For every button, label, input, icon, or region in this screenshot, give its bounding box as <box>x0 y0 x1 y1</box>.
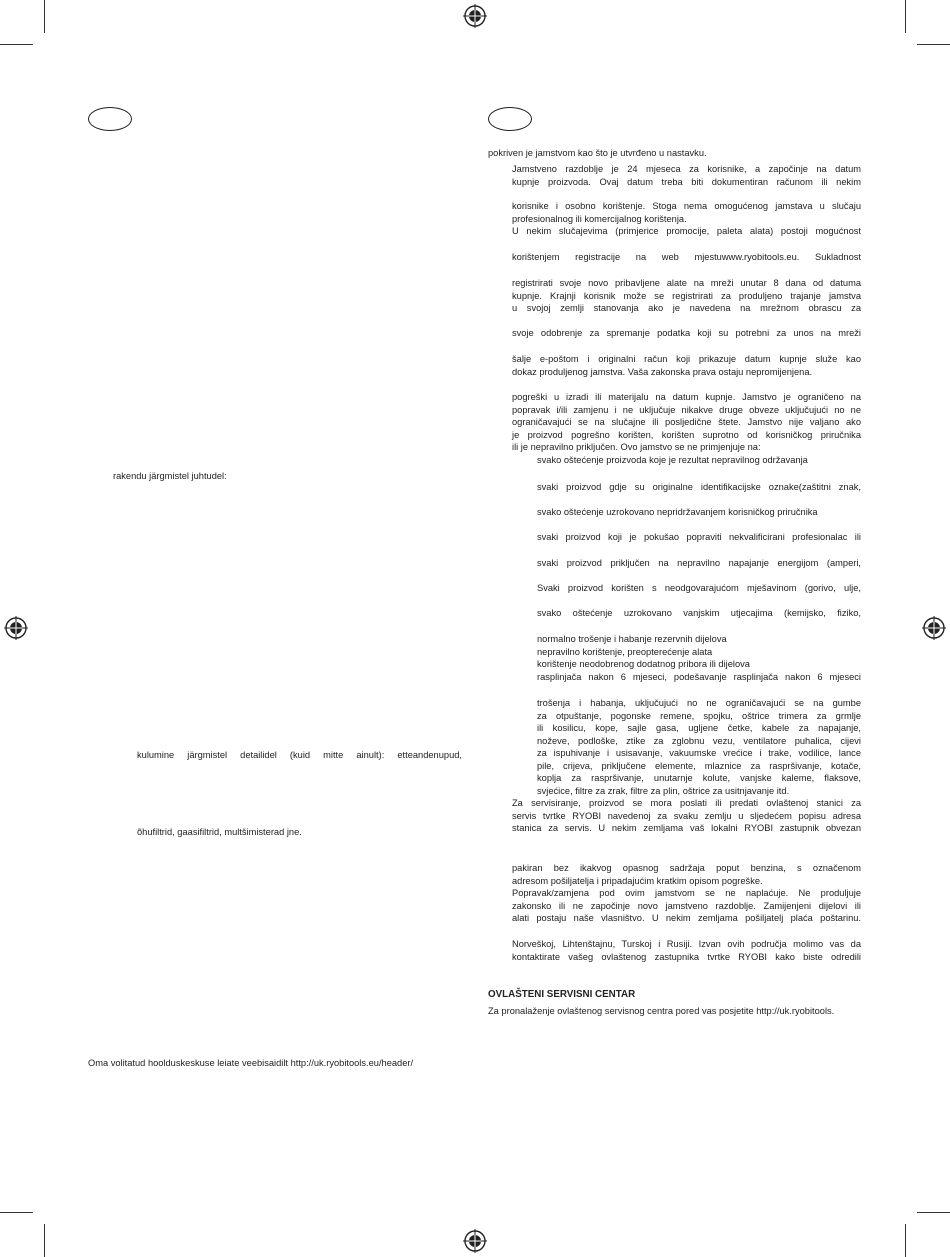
crop-mark <box>917 1212 950 1213</box>
warranty-paragraph: svoje odobrenje za spremanje podatka koji su potrebni za unos na mreži <box>512 328 861 338</box>
warranty-paragraph: adresom pošiljatelja i pripadajućim kratkim opisom pogreške. <box>512 875 763 886</box>
warranty-intro: pokriven je jamstvom kao što je utvrđeno u nastavku. <box>488 148 707 158</box>
warranty-paragraph: ili je nepravilno priključen. Ovo jamstvo se ne primjenjuje na: <box>512 442 761 452</box>
exclusion-item: nepravilno korištenje, preopterećenje alata <box>537 646 713 657</box>
exclusion-item: ili kosilicu, kope, sajle gasa, ugljene četke, kabele za napajanje, <box>537 723 861 733</box>
warranty-paragraph: kupnje proizvoda. Ovaj datum treba biti dokumentiran računom ili nekim <box>512 176 861 187</box>
crop-mark <box>0 1212 33 1213</box>
exclusion-item: za otpuštanje, pogonske remene, spojku, oštrice trimera za grmlje <box>537 710 861 721</box>
warranty-paragraph: servis tvrtke RYOBI navedenoj za svaku zemlju u sljedećem popisu adresa <box>512 810 861 821</box>
warranty-paragraph: pogreški u izradi ili materijalu na datum kupnje. Jamstvo je ograničeno na <box>512 392 861 402</box>
exclusion-item: rasplinjača nakon 6 mjeseci, podešavanje rasplinjača nakon 6 mjeseci <box>537 671 861 682</box>
warranty-paragraph: alati postaju naše vlasništvo. U nekim zemljama pošiljatelj plaća poštarinu. <box>512 913 861 923</box>
crop-mark <box>44 1224 45 1257</box>
warranty-paragraph: dokaz produljenog jamstva. Vaša zakonska prava ostaju nepromijenjena. <box>512 366 813 377</box>
warranty-paragraph: kontaktirate vašeg ovlaštenog zastupnika tvrtke RYOBI kako biste odredili <box>512 951 861 962</box>
exclusion-item: svako oštećenje uzrokovano nepridržavanjem korisničkog priručnika <box>537 507 818 517</box>
service-center-link: Za pronalaženje ovlaštenog servisnog centra pored vas posjetite http://uk.ryobitools. <box>488 1006 835 1016</box>
left-footer-link: Oma volitatud hoolduskeskuse leiate veebisaidilt http://uk.ryobitools.eu/header/ <box>88 1058 414 1068</box>
exclusion-item: noževe, podloške, ztike za zglobnu vezu, ventilatore puhalica, cijevi <box>537 735 861 746</box>
warranty-paragraph: korisnike i osobno korištenje. Stoga nema omogućenog jamstava u slučaju <box>512 201 861 211</box>
warranty-paragraph: Norveškoj, Lihtenštajnu, Turskoj i Rusiji. Izvan ovih područja molimo vas da <box>512 939 861 949</box>
crop-mark <box>905 1224 906 1257</box>
exclusion-item: trošenja i habanja, uključujući no ne ograničavajući se na gumbe <box>537 698 861 708</box>
exclusion-item: korištenje neodobrenog dodatnog pribora ili dijelova <box>537 659 750 669</box>
exclusion-item: svaki proizvod priključen na nepravilno napajanje energijom (amperi, <box>537 558 861 568</box>
warranty-paragraph: popravak i/ili zamjenu i ne uključuje nikakve druge obveze uključujući no ne <box>512 404 861 415</box>
crop-mark <box>917 44 950 45</box>
warranty-paragraph: ograničavajući se na slučajne ili posljedične štete. Jamstvo nije valjano ako <box>512 417 861 427</box>
warranty-paragraph: Popravak/zamjena pod ovim jamstvom se ne naplaćuje. Ne produljuje <box>512 888 861 898</box>
warranty-paragraph: Za servisiranje, proizvod se mora poslati ili predati ovlaštenoj stanici za <box>512 798 861 808</box>
exclusion-item: svako oštećenje uzrokovano vanjskim utjecajima (kemijsko, fiziko, <box>537 608 861 618</box>
service-center-heading: OVLAŠTENI SERVISNI CENTAR <box>488 989 636 1000</box>
language-badge-left <box>88 107 132 131</box>
warranty-paragraph: zakonsko ili ne započinje novo jamstveno razdoblje. Zamijenjeni dijelovi ili <box>512 900 861 911</box>
warranty-paragraph: u svojoj zemlji stanovanja ako je navedena na mrežnom obrascu za <box>512 303 861 313</box>
registration-mark-icon <box>4 616 28 640</box>
exclusion-item: pile, crijeva, priključene elemente, mlaznice za raspršivanje, kotače, <box>537 760 861 771</box>
crop-mark <box>0 44 33 45</box>
exclusion-item: svjećice, filtre za zrak, filtre za plin, oštrice za usitnjavanje itd. <box>537 785 790 796</box>
warranty-paragraph: kupnje. Krajnji korisnik može se registrirati za produljeno trajanje jamstva <box>512 290 861 301</box>
crop-mark <box>905 0 906 33</box>
left-text-line: rakendu järgmistel juhtudel: <box>113 471 227 481</box>
exclusion-item: svaki proizvod gdje su originalne identifikacijske oznake(zaštitni znak, <box>537 482 861 492</box>
left-text-line: õhufiltrid, gaasifiltrid, multšimisterad jne. <box>137 827 302 837</box>
warranty-paragraph: pakiran bez ikakvog opasnog sadržaja poput benzina, s označenom <box>512 863 861 873</box>
crop-mark <box>44 0 45 33</box>
warranty-paragraph: Jamstveno razdoblje je 24 mjeseca za korisnike, a započinje na datum <box>512 164 861 174</box>
registration-mark-icon <box>463 4 487 28</box>
warranty-paragraph: registrirati svoje novo pribavljene alate na mreži unutar 8 dana od datuma <box>512 278 861 288</box>
warranty-paragraph: profesionalnog ili komercijalnog korištenja. <box>512 213 687 224</box>
left-text-line: kulumine järgmistel detailidel (kuid mitte ainult): etteandenupud, <box>137 750 462 760</box>
registration-mark-icon <box>922 616 946 640</box>
exclusion-item: koplja za raspršivanje, unutarnje kolute, vanjske kaleme, flaksove, <box>537 773 861 783</box>
warranty-paragraph: U nekim slučajevima (primjerice promocije, paleta alata) postoji mogućnost <box>512 226 861 236</box>
warranty-paragraph: stanica za servis. U nekim zemljama vaš lokalni RYOBI zastupnik obvezan <box>512 823 861 833</box>
exclusion-item: Svaki proizvod korišten s neodgovarajućom mješavinom (gorivo, ulje, <box>537 583 861 593</box>
exclusion-item: svako oštećenje proizvoda koje je rezultat nepravilnog održavanja <box>537 454 808 465</box>
warranty-paragraph: je proizvod pogrešno korišten, korišten suprotno od korisničkog priručnika <box>512 429 861 440</box>
warranty-paragraph: šalje e-poštom i originalni račun koji prikazuje datum kupnje služe kao <box>512 354 861 364</box>
warranty-paragraph: korištenjem registracije na web mjestuwww.ryobitools.eu. Sukladnost <box>512 252 861 262</box>
language-badge-right <box>488 107 532 131</box>
exclusion-item: za ispuhivanje i usisavanje, vakuumske vrećice i trake, vodilice, lance <box>537 748 861 758</box>
exclusion-item: normalno trošenje i habanje rezervnih dijelova <box>537 634 727 644</box>
registration-mark-icon <box>463 1229 487 1253</box>
exclusion-item: svaki proizvod koji je pokušao popraviti nekvalificirani profesionalac ili <box>537 532 861 542</box>
